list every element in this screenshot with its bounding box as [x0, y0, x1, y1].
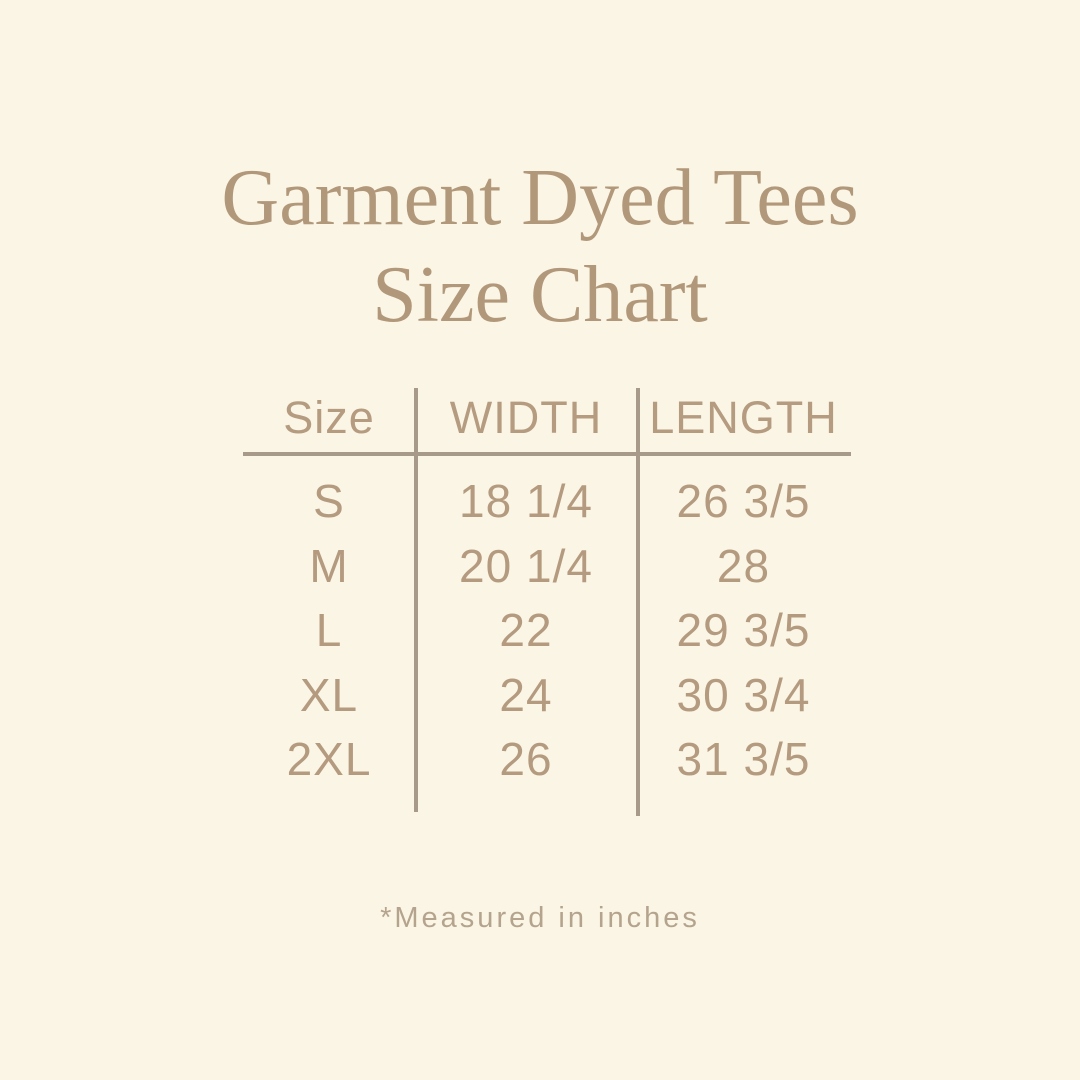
table-row-2xl-length: 31 3/5 [676, 733, 811, 786]
column-header-width: WIDTH [449, 392, 603, 443]
table-row-2xl-width: 26 [499, 733, 553, 786]
table-row-m-size: M [309, 539, 349, 592]
page-title [0, 150, 1080, 345]
measurement-footnote: *Measured in inches [380, 902, 700, 934]
table-row-s-size: S [313, 475, 345, 528]
size-table-header [243, 383, 850, 453]
table-row-l-length: 29 3/5 [676, 604, 811, 657]
table-row-l-size: L [315, 604, 343, 657]
header-underline-rule [243, 452, 851, 456]
table-row-xl-length: 30 3/4 [676, 668, 811, 721]
column-header-size: Size [283, 392, 375, 443]
table-row-l-width: 22 [499, 604, 553, 657]
size-table-body [243, 469, 850, 792]
table-row-s-length: 26 3/5 [676, 475, 811, 528]
table-row-m-width: 20 1/4 [459, 539, 593, 592]
table-row-s-width: 18 1/4 [459, 475, 593, 528]
table-row-m-length: 28 [716, 539, 771, 592]
page-title-line-2: Size Chart [372, 251, 708, 340]
table-row-xl-width: 24 [499, 668, 553, 721]
table-row-xl-size: XL [299, 668, 359, 721]
page-title-line-1: Garment Dyed Tees [221, 153, 859, 242]
column-header-length: LENGTH [649, 392, 838, 443]
table-row-2xl-size: 2XL [286, 733, 372, 786]
